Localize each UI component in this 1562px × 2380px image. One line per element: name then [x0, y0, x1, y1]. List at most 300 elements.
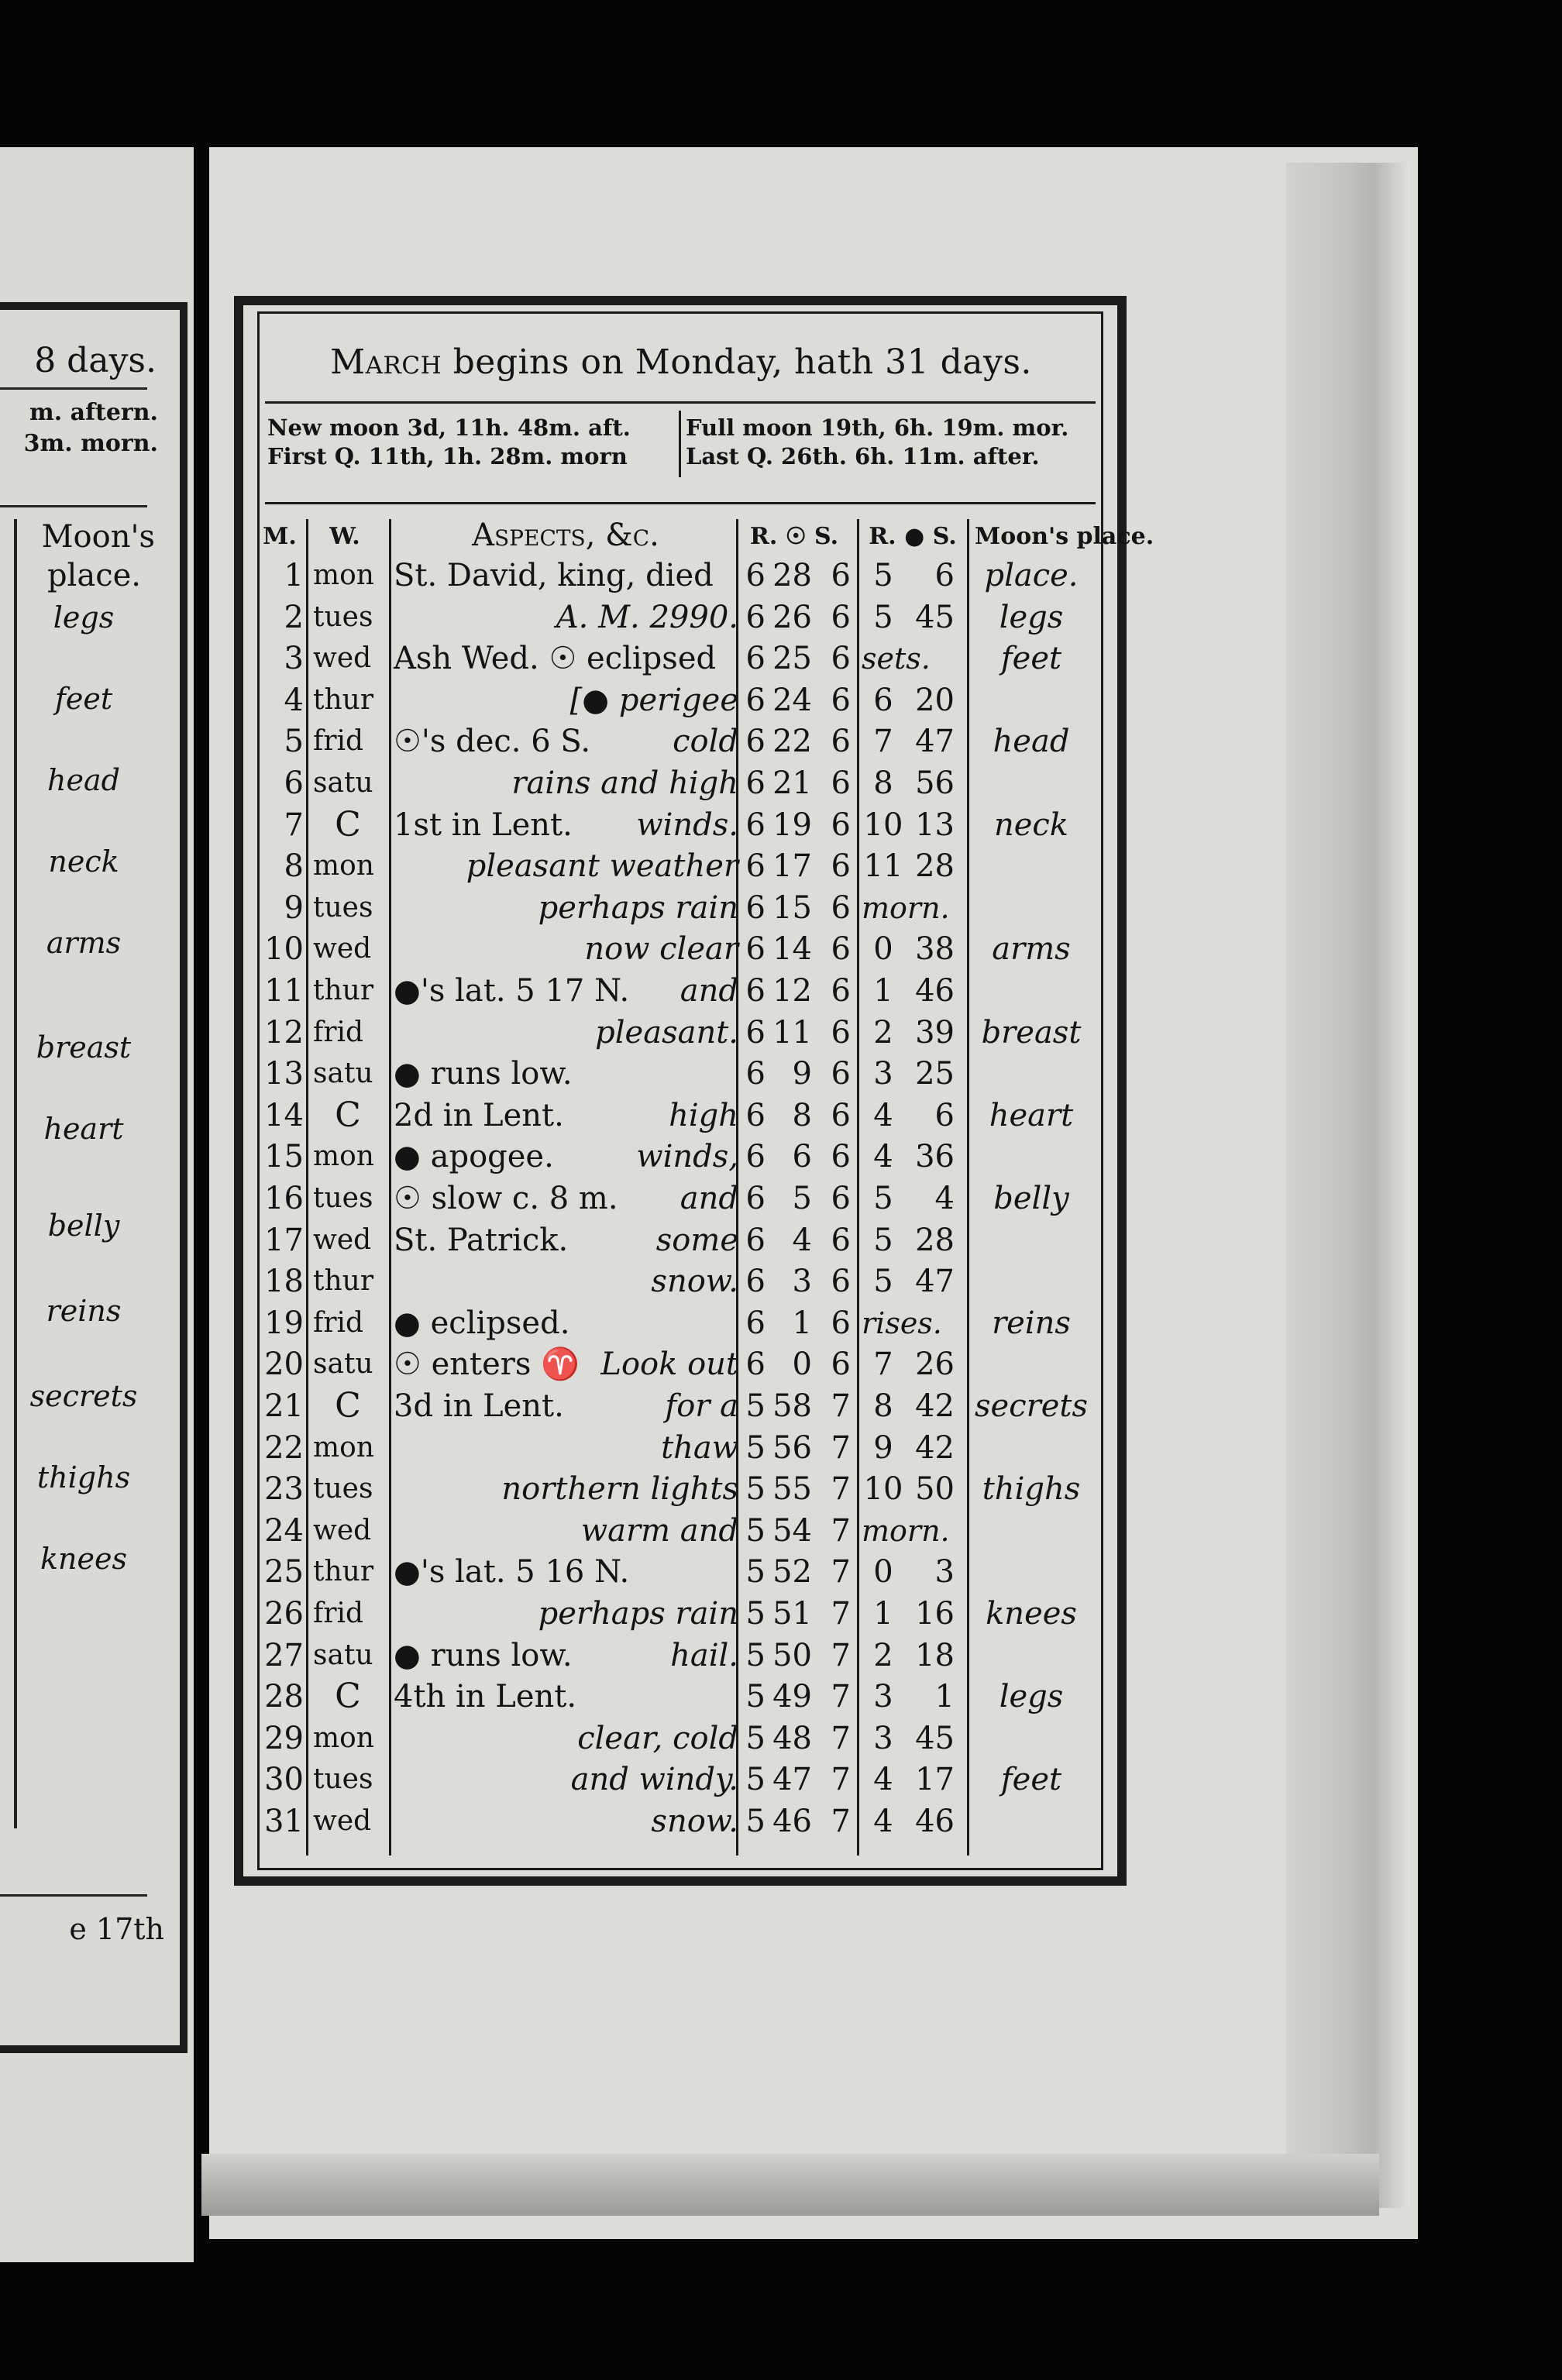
- moon-hour: 0: [873, 1554, 893, 1591]
- moon-hour: 5: [873, 1181, 893, 1216]
- sunrise-minute: 46: [772, 1804, 812, 1839]
- sunset-hour: 7: [831, 1471, 851, 1508]
- moon-hour: 0: [873, 931, 893, 968]
- aspect-event: ●'s lat. 5 16 N.: [394, 1554, 630, 1591]
- moon-hour: 3: [873, 1720, 893, 1756]
- sunrise-hour: 5: [745, 1554, 766, 1591]
- moon-minute: 25: [915, 1056, 955, 1092]
- moon-hour: 8: [873, 765, 893, 801]
- aspects-cell: [394, 845, 738, 887]
- sunrise-hour: 5: [745, 1471, 766, 1508]
- day-number: 2: [284, 599, 304, 635]
- left-page-column-line: [14, 519, 17, 1828]
- page-edge-shadow: [1286, 163, 1410, 2208]
- sunrise-minute: 26: [772, 599, 812, 635]
- sunrise-minute: 24: [772, 682, 812, 718]
- left-page-phase-2: 3m. morn.: [23, 430, 158, 457]
- moon-minute: 45: [915, 599, 955, 635]
- day-number: 18: [264, 1264, 304, 1300]
- moon-hour: 2: [873, 1014, 893, 1051]
- moon-place: [973, 1343, 1089, 1385]
- moon-place: [973, 1510, 1089, 1552]
- left-page-place: head: [47, 763, 120, 797]
- sunrise-minute: 17: [772, 848, 812, 885]
- aspects-cell: [394, 1219, 738, 1261]
- sunset-hour: 6: [831, 1056, 851, 1092]
- sunrise-minute: 48: [772, 1720, 812, 1756]
- day-number: 25: [264, 1554, 304, 1591]
- aspects-cell: [394, 1510, 738, 1552]
- weather-note: and: [680, 973, 738, 1009]
- column-divider: [967, 519, 969, 1856]
- sunrise-minute: 8: [792, 1097, 812, 1133]
- moon-hour: 1: [873, 1596, 893, 1632]
- moon-hour: 4: [873, 1804, 893, 1839]
- day-number: 15: [264, 1139, 304, 1175]
- day-number: 8: [284, 848, 304, 885]
- moon-place: [973, 1053, 1089, 1095]
- sunrise-hour: 6: [745, 973, 766, 1009]
- aspects-cell: [394, 1718, 738, 1759]
- moon-place: head: [993, 724, 1070, 760]
- weather-note: snow.: [651, 1264, 738, 1300]
- full-moon-line: Full moon 19th, 6h. 19m. mor.: [686, 414, 1069, 441]
- moon-hour: 5: [873, 558, 893, 593]
- moon-hour: morn.: [862, 890, 950, 925]
- moon-hour: 10: [863, 807, 903, 843]
- moon-minute: 39: [915, 1014, 955, 1051]
- sunrise-hour: 6: [745, 599, 766, 635]
- weekday: satu: [313, 767, 373, 799]
- sunrise-hour: 6: [745, 1056, 766, 1092]
- weekday: thur: [313, 1556, 374, 1588]
- moon-hour: 5: [873, 599, 893, 635]
- day-number: 26: [264, 1596, 304, 1632]
- sunset-hour: 6: [831, 1139, 851, 1175]
- left-page-phase-1: m. aftern.: [29, 399, 158, 426]
- sunrise-hour: 5: [745, 1637, 766, 1673]
- left-page-header: 8 days.: [34, 341, 157, 380]
- aspect-event: 4th in Lent.: [394, 1679, 577, 1715]
- sunrise-hour: 6: [745, 765, 766, 801]
- aspects-cell: [394, 1302, 738, 1344]
- day-number: 27: [264, 1637, 304, 1673]
- sunset-hour: 6: [831, 848, 851, 885]
- weather-note: winds.: [636, 807, 738, 843]
- weather-note: Look out: [600, 1346, 738, 1383]
- moon-hour: sets.: [862, 641, 931, 676]
- moon-minute: 16: [915, 1596, 955, 1632]
- day-number: 10: [264, 931, 304, 968]
- moon-place: [973, 1219, 1089, 1261]
- aspect-event: 2d in Lent.: [394, 1097, 564, 1133]
- moon-minute: 1: [934, 1679, 955, 1715]
- moon-minute: 20: [915, 682, 955, 718]
- moon-hour: 3: [873, 1056, 893, 1092]
- aspect-event: ●'s lat. 5 17 N.: [394, 973, 630, 1009]
- sunrise-minute: 1: [792, 1305, 812, 1341]
- moon-place: [973, 1718, 1089, 1759]
- sunrise-minute: 19: [772, 807, 812, 843]
- left-page-place: heart: [43, 1112, 124, 1146]
- weather-note: pleasant weather: [466, 848, 738, 885]
- moon-hour: 5: [873, 1264, 893, 1300]
- weekday: wed: [313, 933, 372, 965]
- left-page-col-header: place.: [46, 558, 141, 593]
- weather-note: rains and high: [511, 765, 738, 801]
- left-page-place: neck: [48, 844, 119, 879]
- moon-hour: 2: [873, 1637, 893, 1673]
- weather-note: and: [680, 1181, 738, 1216]
- sunset-hour: 6: [831, 889, 851, 926]
- sunrise-minute: 11: [772, 1014, 812, 1051]
- weather-note: clear, cold: [577, 1720, 738, 1756]
- moon-place: [973, 1635, 1089, 1677]
- left-page-col-header: Moon's: [41, 519, 155, 555]
- aspect-event: ● apogee.: [394, 1139, 554, 1175]
- moon-place: neck: [993, 807, 1069, 843]
- weekday: tues: [313, 1763, 373, 1796]
- moon-place: heart: [989, 1097, 1074, 1133]
- day-number: 6: [284, 765, 304, 801]
- moon-minute: 18: [915, 1637, 955, 1673]
- sunrise-hour: 6: [745, 682, 766, 718]
- sunset-hour: 7: [831, 1679, 851, 1715]
- weather-note: northern lights: [501, 1471, 738, 1508]
- weekday: wed: [313, 1514, 372, 1546]
- weekday: wed: [313, 1805, 372, 1837]
- aspects-cell: [394, 1385, 738, 1427]
- weekday: tues: [313, 1182, 373, 1214]
- day-number: 14: [264, 1097, 304, 1133]
- weekday: mon: [313, 1140, 374, 1173]
- new-moon-line: New moon 3d, 11h. 48m. aft.: [267, 414, 631, 441]
- sunrise-minute: 22: [772, 724, 812, 760]
- moon-minute: 4: [934, 1181, 955, 1216]
- weather-note: winds,: [636, 1139, 738, 1175]
- moon-minute: 42: [915, 1429, 955, 1466]
- day-number: 19: [264, 1305, 304, 1341]
- moon-hour: 8: [873, 1388, 893, 1424]
- weather-note: warm and: [580, 1512, 738, 1549]
- moon-place: knees: [986, 1596, 1077, 1632]
- moon-hour: rises.: [862, 1305, 942, 1340]
- weather-note: [● perigee: [569, 682, 738, 718]
- day-number: 13: [264, 1056, 304, 1092]
- weekday: thur: [313, 975, 374, 1006]
- weather-note: high: [669, 1097, 738, 1133]
- sunrise-hour: 6: [745, 1139, 766, 1175]
- aspect-event: St. David, king, died: [394, 558, 714, 593]
- moon-hour: 3: [873, 1679, 893, 1715]
- moon-place: [973, 1136, 1089, 1178]
- moon-place: [973, 845, 1089, 887]
- sunrise-hour: 5: [745, 1512, 766, 1549]
- sunset-hour: 6: [831, 1305, 851, 1341]
- aspects-cell: [394, 555, 738, 597]
- aspect-event: 1st in Lent.: [394, 807, 573, 843]
- sunrise-hour: 6: [745, 807, 766, 843]
- aspects-cell: [394, 597, 738, 638]
- sunset-hour: 6: [831, 724, 851, 760]
- moon-hour: 10: [863, 1471, 903, 1508]
- weekday: frid: [313, 1598, 364, 1629]
- sunrise-hour: 6: [745, 848, 766, 885]
- weekday: mon: [313, 1721, 374, 1754]
- weekday: satu: [313, 1058, 373, 1090]
- moon-hour: 1: [873, 973, 893, 1009]
- sunset-hour: 6: [831, 807, 851, 843]
- sunrise-hour: 6: [745, 1181, 766, 1216]
- day-number: 4: [284, 682, 304, 718]
- sunrise-minute: 5: [792, 1181, 812, 1216]
- moon-minute: 26: [915, 1346, 955, 1383]
- phase-divider: [679, 411, 681, 477]
- aspect-event: ● runs low.: [394, 1056, 573, 1092]
- sunset-hour: 6: [831, 1014, 851, 1051]
- aspects-cell: [394, 1593, 738, 1635]
- day-number: 16: [264, 1181, 304, 1216]
- left-page-place: reins: [46, 1294, 122, 1328]
- left-page: [0, 147, 194, 2262]
- weekday: thur: [313, 683, 374, 716]
- sunrise-minute: 47: [772, 1762, 812, 1798]
- moon-minute: 13: [915, 807, 955, 843]
- sunrise-minute: 51: [772, 1596, 812, 1632]
- aspects-cell: [394, 1759, 738, 1800]
- header-sun: R. ☉ S.: [749, 523, 839, 550]
- left-page-place: thighs: [36, 1460, 131, 1494]
- sunrise-hour: 5: [745, 1762, 766, 1798]
- sunrise-hour: 5: [745, 1679, 766, 1715]
- weather-note: thaw: [661, 1429, 738, 1466]
- sunset-hour: 7: [831, 1637, 851, 1673]
- sunrise-hour: 6: [745, 558, 766, 593]
- moon-place: thighs: [982, 1471, 1081, 1508]
- moon-hour: morn.: [862, 1513, 950, 1548]
- moon-minute: [911, 638, 955, 679]
- sunset-hour: 7: [831, 1388, 851, 1424]
- weekday: frid: [313, 1016, 364, 1048]
- last-quarter-line: Last Q. 26th. 6h. 11m. after.: [686, 443, 1040, 469]
- sunrise-hour: 6: [745, 1305, 766, 1341]
- moon-minute: 47: [915, 724, 955, 760]
- moon-minute: 46: [915, 1804, 955, 1839]
- weather-note: for a: [665, 1388, 738, 1424]
- month-name: March: [330, 342, 442, 382]
- left-page-place: belly: [47, 1209, 120, 1243]
- moon-minute: 36: [915, 1139, 955, 1175]
- header-day: M.: [263, 523, 297, 550]
- aspects-cell: [394, 1053, 738, 1095]
- book-gutter: [194, 139, 211, 2309]
- day-number: 17: [264, 1222, 304, 1258]
- moon-minute: 6: [934, 558, 955, 593]
- moon-minute: [911, 887, 955, 929]
- moon-place: breast: [981, 1014, 1082, 1051]
- aspect-event: ☉'s dec. 6 S.: [394, 724, 591, 760]
- sunrise-minute: 52: [772, 1554, 812, 1591]
- aspect-event: ☉ enters ♈: [394, 1346, 580, 1383]
- aspects-cell: [394, 804, 738, 846]
- sunrise-hour: 6: [745, 724, 766, 760]
- moon-hour: 7: [873, 724, 893, 760]
- moon-place: [973, 970, 1089, 1012]
- aspect-event: ● runs low.: [394, 1637, 573, 1673]
- aspects-cell: [394, 1551, 738, 1593]
- aspects-cell: [394, 1468, 738, 1510]
- left-page-place: secrets: [29, 1379, 138, 1413]
- aspect-event: ☉ slow c. 8 m.: [394, 1181, 618, 1216]
- sunrise-hour: 5: [745, 1720, 766, 1756]
- day-number: 5: [284, 724, 304, 760]
- sunset-hour: 7: [831, 1429, 851, 1466]
- moon-minute: 3: [934, 1554, 955, 1591]
- sunrise-hour: 6: [745, 1222, 766, 1258]
- aspect-event: St. Patrick.: [394, 1222, 569, 1258]
- sunrise-hour: 5: [745, 1388, 766, 1424]
- weekday: thur: [313, 1265, 374, 1298]
- sunrise-minute: 58: [772, 1388, 812, 1424]
- sunset-hour: 7: [831, 1762, 851, 1798]
- sunrise-hour: 5: [745, 1429, 766, 1466]
- weekday: tues: [313, 1473, 373, 1505]
- weekday: C: [335, 804, 361, 844]
- weekday: frid: [313, 725, 364, 758]
- weekday: mon: [313, 1431, 374, 1463]
- weekday: satu: [313, 1348, 373, 1381]
- day-number: 21: [264, 1388, 304, 1424]
- moon-minute: 38: [915, 931, 955, 968]
- aspects-cell: [394, 970, 738, 1012]
- moon-place: feet: [1000, 641, 1062, 677]
- weather-note: snow.: [651, 1804, 738, 1839]
- left-page-place: arms: [46, 926, 122, 960]
- day-number: 30: [264, 1762, 304, 1798]
- sunrise-minute: 12: [772, 973, 812, 1009]
- sunset-hour: 7: [831, 1554, 851, 1591]
- day-number: 22: [264, 1429, 304, 1466]
- sunset-hour: 6: [831, 682, 851, 718]
- day-number: 29: [264, 1720, 304, 1756]
- header-moon-place: Moon's place.: [975, 523, 1154, 550]
- moon-minute: 6: [934, 1097, 955, 1133]
- moon-place: [973, 679, 1089, 721]
- moon-minute: 28: [915, 1222, 955, 1258]
- header-moon: R. ● S.: [869, 523, 957, 550]
- sunrise-minute: 4: [792, 1222, 812, 1258]
- weekday: satu: [313, 1639, 373, 1671]
- moon-minute: [911, 1510, 955, 1552]
- sunrise-hour: 6: [745, 1264, 766, 1300]
- moon-minute: [911, 1302, 955, 1344]
- moon-place: legs: [999, 599, 1064, 635]
- moon-place: [973, 762, 1089, 804]
- weekday: frid: [313, 1306, 364, 1339]
- moon-hour: 7: [873, 1346, 893, 1383]
- weather-note: perhaps rain: [538, 1596, 738, 1632]
- moon-minute: 47: [915, 1264, 955, 1300]
- left-page-place: knees: [40, 1542, 127, 1576]
- sunset-hour: 6: [831, 1222, 851, 1258]
- left-page-place: legs: [53, 600, 115, 635]
- header-aspects: Aspects, &c.: [472, 518, 659, 553]
- sunset-hour: 7: [831, 1512, 851, 1549]
- day-number: 11: [264, 973, 304, 1009]
- moon-place: belly: [993, 1181, 1069, 1216]
- sunset-hour: 7: [831, 1720, 851, 1756]
- phase-rule: [265, 502, 1096, 504]
- moon-hour: 4: [873, 1097, 893, 1133]
- sunset-hour: 7: [831, 1596, 851, 1632]
- weather-note: hail.: [670, 1637, 738, 1673]
- weekday: mon: [313, 559, 374, 591]
- weekday: tues: [313, 891, 373, 923]
- sunrise-minute: 55: [772, 1471, 812, 1508]
- weekday: C: [335, 1386, 361, 1426]
- left-page-place: breast: [36, 1030, 132, 1064]
- left-page-footer: e 17th: [69, 1912, 164, 1946]
- aspects-cell: [394, 1800, 738, 1842]
- moon-hour: 6: [873, 682, 893, 718]
- title-rule: [265, 401, 1096, 404]
- moon-place: [973, 1551, 1089, 1593]
- moon-place: [973, 1261, 1089, 1302]
- sunrise-minute: 56: [772, 1429, 812, 1466]
- day-number: 1: [284, 558, 304, 593]
- moon-minute: 46: [915, 973, 955, 1009]
- sunrise-hour: 6: [745, 1346, 766, 1383]
- sunrise-hour: 6: [745, 889, 766, 926]
- sunrise-minute: 25: [772, 641, 812, 677]
- day-number: 31: [264, 1804, 304, 1839]
- page-bottom-edge: [201, 2154, 1379, 2216]
- sunset-hour: 6: [831, 1264, 851, 1300]
- moon-place: [973, 887, 1089, 929]
- sunrise-hour: 5: [745, 1804, 766, 1839]
- aspect-event: 3d in Lent.: [394, 1388, 564, 1424]
- weather-note: some: [655, 1222, 738, 1258]
- weather-note: cold: [673, 724, 738, 760]
- left-page-place: feet: [54, 682, 113, 716]
- aspects-cell: [394, 1676, 738, 1718]
- aspects-cell: [394, 1012, 738, 1054]
- aspects-cell: [394, 762, 738, 804]
- weekday: wed: [313, 1223, 372, 1256]
- sunrise-minute: 3: [792, 1264, 812, 1300]
- almanac-title: [256, 342, 1106, 382]
- moon-place: legs: [999, 1679, 1064, 1715]
- day-number: 7: [284, 807, 304, 843]
- aspects-cell: [394, 721, 738, 762]
- weather-note: and windy.: [570, 1762, 738, 1798]
- day-number: 24: [264, 1512, 304, 1549]
- moon-minute: 17: [915, 1762, 955, 1798]
- sunrise-minute: 49: [772, 1679, 812, 1715]
- left-page-rule: [0, 387, 147, 390]
- day-number: 20: [264, 1346, 304, 1383]
- weekday: tues: [313, 600, 373, 633]
- sunrise-hour: 6: [745, 1014, 766, 1051]
- moon-hour: 4: [873, 1139, 893, 1175]
- sunrise-minute: 6: [792, 1139, 812, 1175]
- weather-note: A. M. 2990.: [556, 599, 738, 635]
- sunset-hour: 6: [831, 765, 851, 801]
- weather-note: perhaps rain: [538, 889, 738, 926]
- sunrise-minute: 50: [772, 1637, 812, 1673]
- sunrise-minute: 9: [792, 1056, 812, 1092]
- weekday: mon: [313, 850, 374, 882]
